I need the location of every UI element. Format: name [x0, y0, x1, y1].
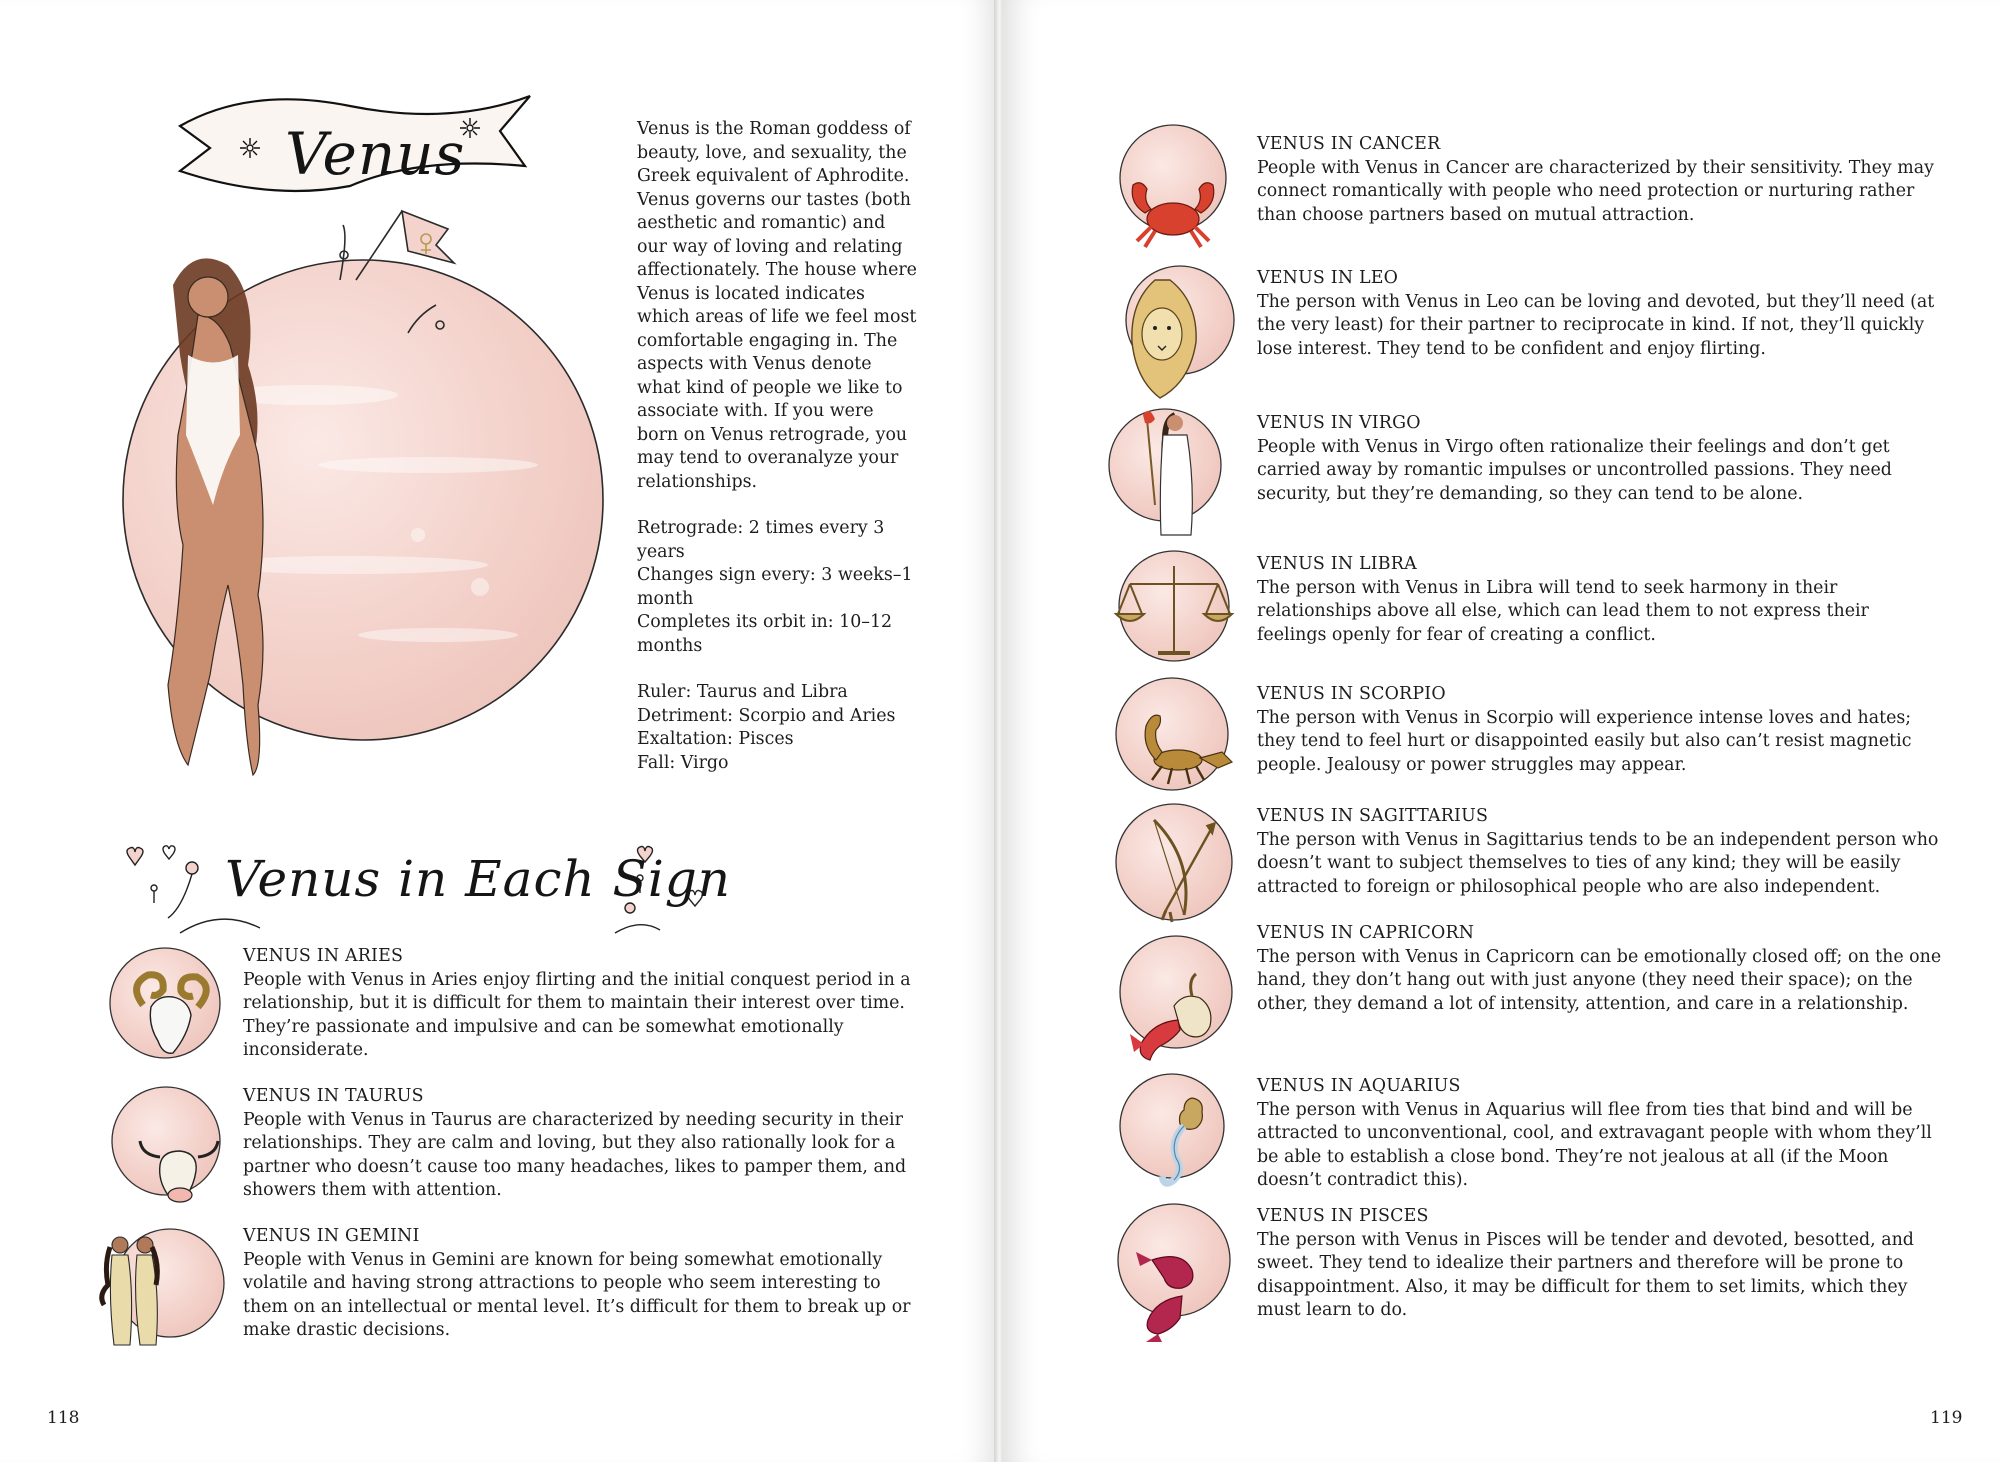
- sign-entry-aries: [103, 945, 913, 1067]
- section-title: Venus in Each Sign: [225, 850, 732, 908]
- sign-entry-leo: [1110, 262, 1945, 402]
- bow-arrow-icon: [1114, 800, 1239, 930]
- venus-planet-illustration: [118, 205, 618, 795]
- sign-entry-virgo: [1103, 405, 1945, 550]
- scales-icon: [1110, 548, 1235, 666]
- page-number-left: 118: [47, 1408, 80, 1428]
- bull-icon: [100, 1085, 225, 1205]
- maiden-icon: [1103, 405, 1223, 550]
- fall-line: Fall: Virgo: [637, 752, 729, 773]
- stat-changes-sign: Changes sign every: 3 weeks–1 month: [637, 565, 913, 609]
- right-page: [1002, 0, 2000, 1462]
- goddess-figure: [168, 258, 263, 775]
- sign-title: VENUS IN LEO: [1257, 268, 1399, 288]
- stats-list: [637, 517, 917, 658]
- sign-description: People with Venus in Cancer are characterized by their sensitivity. They may connect romantically with people who need protection or nurturing rather than choose partners based on mutual attraction.: [1257, 157, 1934, 225]
- heart-icon: [127, 848, 143, 866]
- sign-title: VENUS IN AQUARIUS: [1257, 1076, 1461, 1096]
- sign-entry-aquarius: [1114, 1070, 1945, 1195]
- sign-description: The person with Venus in Sagittarius tends to be an independent person who doesn’t want to subject themselves to ties of any kind; they will be easily attracted to foreign or philosophical people who are also independent.: [1257, 829, 1939, 897]
- ruler-line: Ruler: Taurus and Libra: [637, 682, 848, 702]
- banner-title: Venus: [285, 120, 466, 188]
- ram-icon: [103, 945, 225, 1067]
- crab-icon: [1115, 123, 1230, 253]
- exaltation-line: Exaltation: Pisces: [637, 729, 794, 749]
- detriment-line: Detriment: Scorpio and Aries: [637, 705, 896, 726]
- sign-entry-capricorn: [1114, 922, 1945, 1072]
- sign-entry-pisces: [1112, 1200, 1945, 1350]
- sign-title: VENUS IN GEMINI: [243, 1226, 420, 1246]
- stat-orbit: Completes its orbit in: 10–12 months: [637, 612, 893, 656]
- sign-description: People with Venus in Aries enjoy flirting and the initial conquest period in a relationship, but it is difficult for them to maintain their interest over time. They’re passionate and impulsive and can be somewhat emotionally inconsiderate.: [243, 969, 911, 1061]
- left-page: [0, 0, 998, 1462]
- sign-entry-sagittarius: [1114, 800, 1945, 930]
- sign-description: The person with Venus in Leo can be loving and devoted, but they’ll need (at the very least) for their partner to reciprocate in kind. If not, they’ll quickly lose interest. They tend to be confident and enjoy flirting.: [1257, 291, 1935, 359]
- sign-entry-taurus: [100, 1085, 910, 1207]
- sign-description: The person with Venus in Libra will tend to seek harmony in their relationships above all else, which can lead them to not express their feelings openly for fear of creating a conflict.: [1257, 577, 1869, 645]
- sign-description: People with Venus in Gemini are known for being somewhat emotionally volatile and having strong attractions to people who seem interesting to them on an intellectual or mental level. It’s difficult for them to break up or make drastic decisions.: [243, 1249, 911, 1341]
- page-number-right: 119: [1930, 1408, 1963, 1428]
- sign-description: The person with Venus in Capricorn can be emotionally closed off; on the one hand, they don’t hang out with just anyone (they need their space); on the other, they demand a lot of intensity, attention, and care in a relationship.: [1257, 946, 1942, 1014]
- fish-icon: [1112, 1200, 1237, 1345]
- sign-title: VENUS IN CAPRICORN: [1257, 923, 1475, 943]
- sign-description: The person with Venus in Scorpio will experience intense loves and hates; they tend to feel hurt or disappointed easily but also can’t resist magnetic people. Jealousy or power struggles may appear.: [1257, 707, 1912, 775]
- sign-title: VENUS IN LIBRA: [1257, 554, 1417, 574]
- intro-column: [637, 118, 917, 775]
- lion-icon: [1110, 262, 1235, 402]
- sign-title: VENUS IN CANCER: [1257, 134, 1441, 154]
- sign-title: VENUS IN TAURUS: [243, 1086, 424, 1106]
- sign-title: VENUS IN VIRGO: [1257, 413, 1421, 433]
- sign-title: VENUS IN ARIES: [243, 946, 404, 966]
- sign-title: VENUS IN SAGITTARIUS: [1257, 806, 1489, 826]
- sign-entry-scorpio: [1112, 676, 1945, 794]
- rulers-list: [637, 681, 917, 775]
- intro-paragraph: Venus is the Roman goddess of beauty, love, and sexuality, the Greek equivalent of Aphrodite. Venus governs our tastes (both aesthetic and romantic) and our way of loving and relating affectionately. The house where Venus is located indicates which areas of life we feel most comfortable engaging in. The aspects with Venus denote what kind of people we like to associate with. If you were born on Venus retrograde, you may tend to overanalyze your relationships.: [637, 119, 917, 492]
- sign-entry-libra: [1110, 548, 1945, 668]
- sign-description: The person with Venus in Pisces will be tender and devoted, besotted, and sweet. They tend to idealize their partners and therefore will be prone to disappointment. Also, it may be difficult for them to set limits, which they must learn to do.: [1257, 1229, 1914, 1321]
- stat-retrograde: Retrograde: 2 times every 3 years: [637, 518, 885, 562]
- sign-title: VENUS IN SCORPIO: [1257, 684, 1446, 704]
- sign-entry-gemini: [90, 1225, 910, 1350]
- twins-icon: [90, 1225, 225, 1350]
- sign-entry-cancer: [1115, 123, 1945, 253]
- sign-description: The person with Venus in Aquarius will flee from ties that bind and will be attracted to unconventional, cool, and extravagant people with whom they’ll be able to establish a close bond. They’re not jealous at all (if the Moon doesn’t contradict this).: [1257, 1099, 1932, 1191]
- sea-goat-icon: [1114, 922, 1239, 1067]
- sign-description: People with Venus in Taurus are characterized by needing security in their relationships. They are calm and loving, but they also rationally look for a partner who doesn’t cause too many headaches, likes to pamper them, and showers them with attention.: [243, 1109, 907, 1201]
- sign-title: VENUS IN PISCES: [1257, 1206, 1429, 1226]
- scorpion-icon: [1112, 676, 1237, 794]
- water-jug-icon: [1114, 1070, 1234, 1195]
- sign-description: People with Venus in Virgo often rationalize their feelings and don’t get carried away by romantic impulses or uncontrolled passions. They need security, but they’re demanding, so they can tend to be alone.: [1257, 436, 1892, 504]
